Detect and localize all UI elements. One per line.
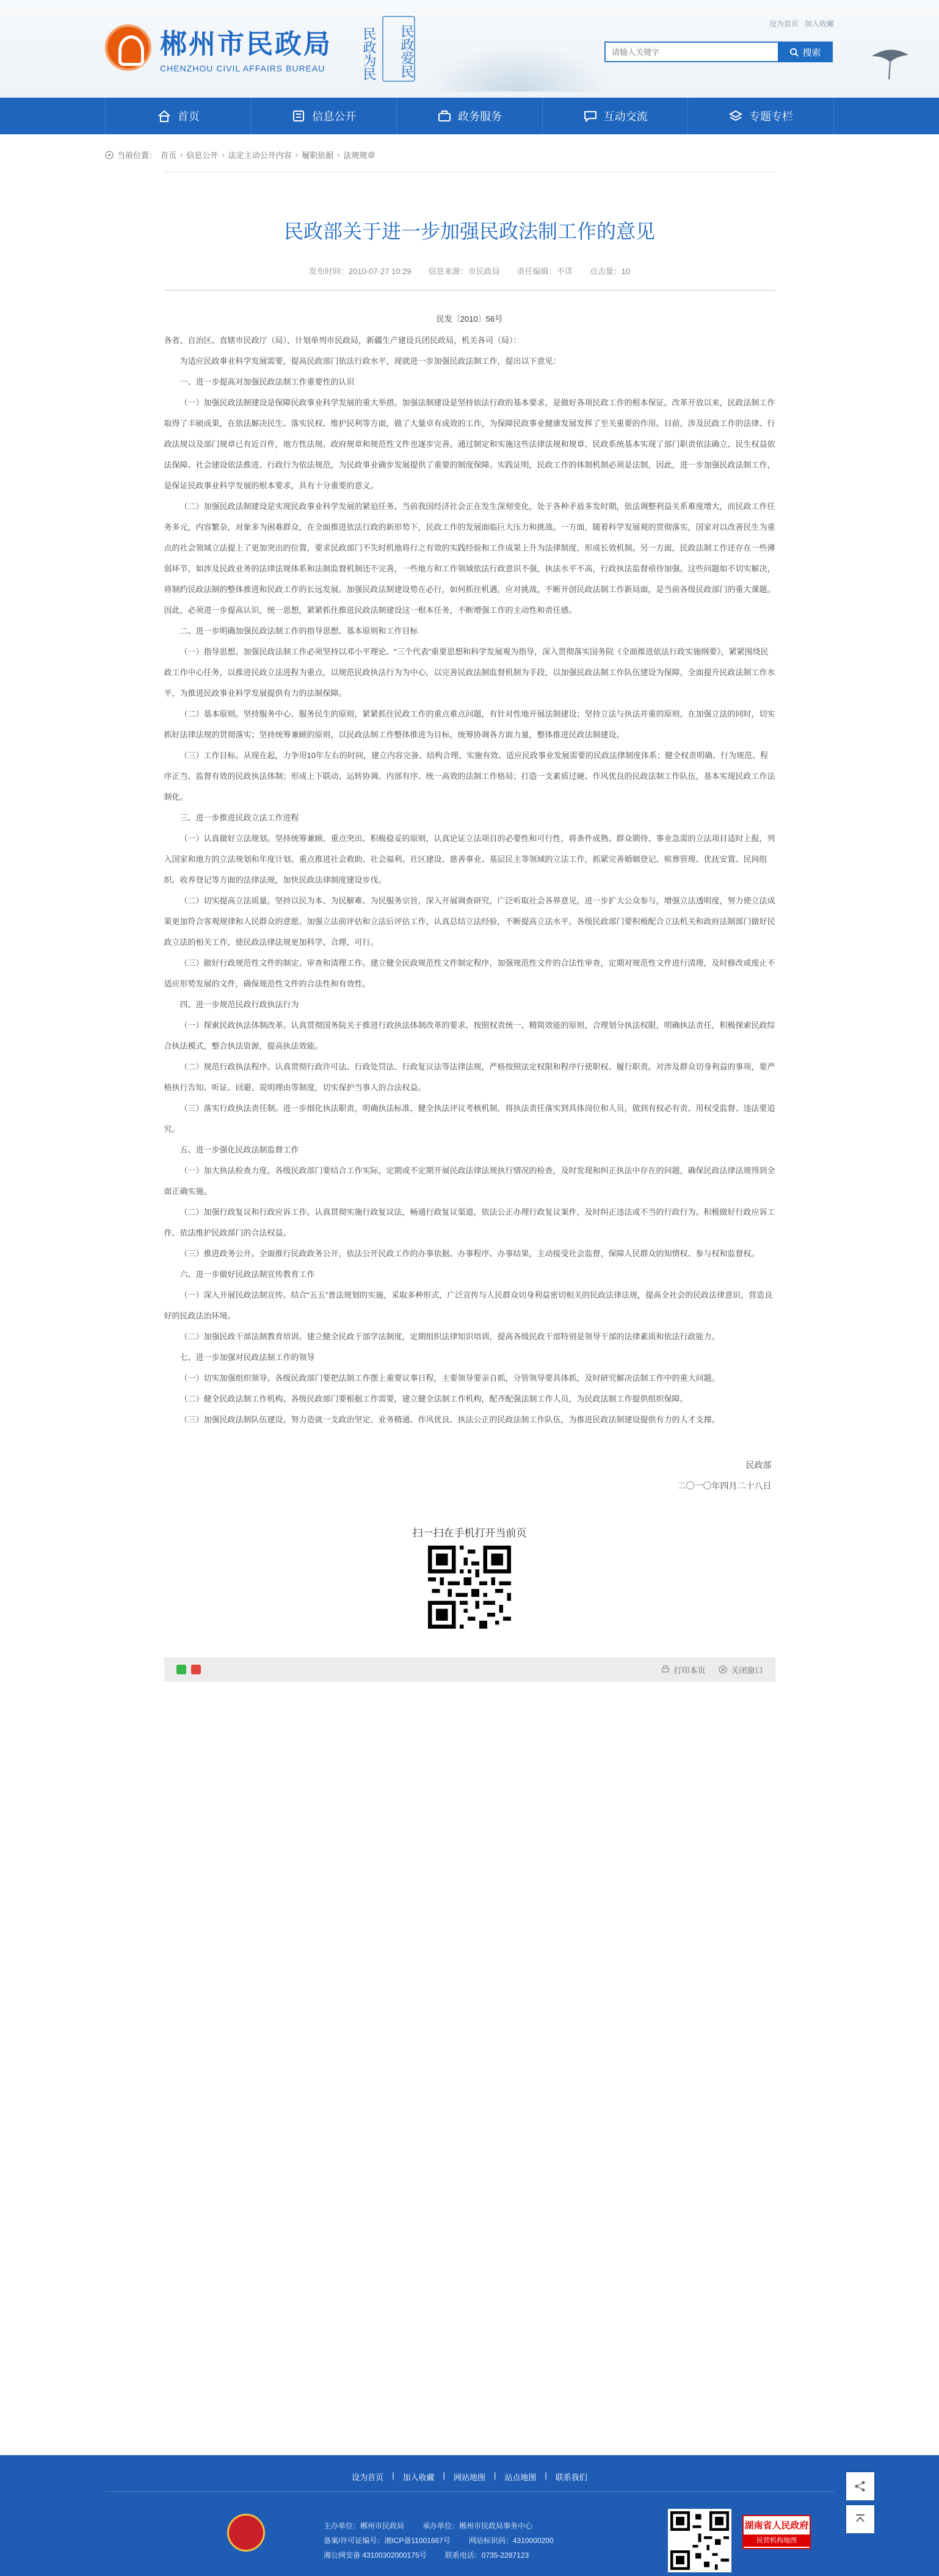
- article-signature: [164, 1455, 775, 1496]
- home-icon: [157, 109, 172, 123]
- breadcrumb-prefix: 当前位置：: [117, 151, 158, 160]
- article-paragraph: （三）工作目标。从现在起，力争用10年左右的时间，建立内容完备、结构合理、实施有效、适应民政事业发展需要的民政法律制度体系；健全权责明确、行为规范、程序正当、监督有效的民政执法体制；形成上下联动、运转协调、内部有序、统一高效的法制工作格局；打造一支素质过硬、作风优良的民政法制工作队伍，基本实现民政工作法制化。: [164, 751, 775, 801]
- article-paragraph: （一）探索民政执法体制改革。认真贯彻国务院关于推进行政执法体制改革的要求，按照权责统一、精简效能的原则，合理划分执法权限，明确执法责任，积极探索民政综合执法模式，整合执法资源，提高执法效能。: [164, 1021, 775, 1051]
- top-link-favorite[interactable]: 加入收藏: [804, 20, 834, 28]
- article-paragraph: （三）加强民政法制队伍建设。努力造就一支政治坚定、业务精通、作风优良、执法公正的民政法制工作队伍，为推进民政法制建设提供有力的人才支撑。: [179, 1415, 720, 1424]
- floating-toolbar: [846, 2472, 874, 2533]
- badge-sub: 民营机构地图: [744, 2534, 810, 2547]
- service-icon: [437, 109, 452, 123]
- article-paragraph: 六、进一步做好民政法制宣传教育工作: [179, 1270, 315, 1279]
- top-links: [769, 18, 834, 29]
- search-bar: [604, 42, 833, 62]
- print-button[interactable]: [661, 1664, 705, 1676]
- signature-org: 民政部: [745, 1460, 772, 1470]
- article: [164, 216, 775, 1682]
- article-paragraph: （二）加强民政干部法制教育培训。建立健全民政干部学法制度，定期组织法律知识培训，提高各级民政干部特别是领导干部的法律素质和依法行政能力。: [179, 1332, 720, 1341]
- party-emblem-icon[interactable]: [227, 2514, 265, 2552]
- article-meta: [164, 265, 775, 277]
- article-paragraph: 为适应民政事业科学发展需要，提高民政部门依法行政水平，现就进一步加强民政法制工作，提出以下意见：: [179, 356, 561, 366]
- article-paragraph: （二）规范行政执法程序。认真贯彻行政许可法、行政处罚法、行政复议法等法律法规，严格按照法定权限和程序行使职权、履行职责。对涉及群众切身利益的事项，要严格执行告知、听证、回避、说明理由等制度，切实保护当事人的合法权益。: [164, 1062, 775, 1092]
- article-source: 信息来源：市民政局: [428, 267, 500, 276]
- article-paragraph: （二）加强行政复议和行政应诉工作。认真贯彻实施行政复议法，畅通行政复议渠道，依法公正办理行政复议案件，及时纠正违法或不当的行政行为。积极做好行政应诉工作，依法维护民政部门的合法权益。: [164, 1207, 775, 1237]
- layers-icon: [728, 109, 743, 123]
- share-icon: [854, 2480, 866, 2492]
- site-footer: [0, 2455, 939, 2576]
- footer-site-code: 网站标识码：4310000200: [468, 2536, 554, 2545]
- footer-link[interactable]: 加入收藏: [402, 2473, 435, 2482]
- search-button[interactable]: [778, 42, 833, 62]
- arrow-up-icon: [854, 2513, 866, 2525]
- back-to-top-button[interactable]: [846, 2505, 874, 2533]
- weibo-share-icon[interactable]: [191, 1665, 201, 1674]
- nav-item-info-disclosure[interactable]: [252, 98, 397, 134]
- breadcrumb-item[interactable]: 法定主动公开内容: [228, 151, 292, 160]
- qr-block: [164, 1524, 775, 1630]
- breadcrumb-item[interactable]: 法规规章: [343, 151, 375, 160]
- article-paragraph: （二）加强民政法制建设是实现民政事业科学发展的紧迫任务。当前我国经济社会正在发生深刻变化，处于各种矛盾多发时期，依法调整利益关系难度增大，而民政工作任务多元，内容繁杂，对象多为困难群众，在全面推进依法行政的新形势下，民政工作的发展面临巨大压力和挑战。一方面，随着科学发展观的贯彻落实，国家对以改善民生为重点的社会领域立法提上了更加突出的位置，要求民政部门不失时机地将行之有效的实践经验和工作成果上升为法律制度，形成长效机制。另一方面，民政法制工作还存在一些薄弱环节，如涉及民政业务的法律法规体系和法制监督机制还不完善，一些地方和工作领域依法行政意识不强，执法水平不高，行政执法监督亟待加强。这些问题如不切实解决，将制约民政法制的整体推进和民政工作的长远发展。加强民政法制建设势在必行，如何抓住机遇，应对挑战，不断开创民政法制工作新局面，是当前各级民政部门的重大课题。因此，必须进一步提高认识，统一思想，紧紧抓住推进民政法制建设这一根本任务，不断增强工作的主动性和责任感。: [164, 502, 775, 615]
- article-paragraph: （一）加强民政法制建设是保障民政事业科学发展的重大举措。加强法制建设是坚持依法行政的基本要求，是做好各项民政工作的根本保证。改革开放以来，民政法制工作取得了丰硕成果，在依法解决民生、落实民权、维护民利等方面，做了大量卓有成效的工作，为保障民政事业健康发展发挥了至关重要的作用。目前，涉及民政工作的法律、行政法规以及部门规章已有近百件，地方性法规、政府规章和规范性文件也逐步完善。通过制定和实施这些法律法规和规章，民政系统基本实现了部门职责依法确立、民生权益依法保障、社会建设依法推进、行政行为依法规范，为民政事业确步发展提供了重要的制度保障。实践证明，民政工作的体制机制必须是法制，因此，进一步加强民政法制工作，是保证民政事业科学发展的根本要求，具有十分重要的意义。: [164, 398, 775, 490]
- article-clicks: 点击量：10: [589, 267, 631, 276]
- nav-item-special-topics[interactable]: [688, 98, 834, 134]
- footer-link[interactable]: 站点地图: [504, 2473, 537, 2482]
- article-paragraph: （一）深入开展民政法制宣传。结合“五五”普法规划的实施，采取多种形式，广泛宣传与人民群众切身利益密切相关的民政法律法规，提高全社会的民政法律意识，营造良好的民政法治环境。: [164, 1290, 773, 1320]
- seal-text-right: 民政爱民: [382, 16, 415, 82]
- close-icon: [719, 1665, 727, 1674]
- article-paragraph: 七、进一步加强对民政法制工作的领导: [179, 1353, 315, 1362]
- motto-seal: [335, 12, 420, 84]
- breadcrumb-item[interactable]: 履职依据: [302, 151, 334, 160]
- article-paragraph: 一、进一步提高对加强民政法制工作重要性的认识: [179, 377, 355, 386]
- nav-item-services[interactable]: [397, 98, 543, 134]
- breadcrumb: 当前位置： 首页 › 信息公开 › 法定主动公开内容 › 履职依据 › 法规规章: [105, 149, 834, 161]
- header-scenery-image: [427, 43, 611, 92]
- article-paragraph: （三）推进政务公开。全面推行民政政务公开，依法公开民政工作的办事依据、办事程序、办事结果，主动接受社会监督，保障人民群众的知情权、参与权和监督权。: [179, 1249, 760, 1258]
- seal-text-left: 民政为民: [361, 27, 377, 81]
- main-nav: [0, 98, 939, 134]
- article-paragraph: （二）健全民政法制工作机构。各级民政部门要根据工作需要，建立健全法制工作机构，配齐配强法制工作人员，为民政法制工作提供组织保障。: [179, 1394, 688, 1403]
- article-paragraph: （二）切实提高立法质量。坚持以民为本、为民解难、为民服务宗旨，深入开展调查研究，广泛听取社会各界意见，进一步扩大公众参与，增强立法透明度，努力使立法成果更加符合客观规律和人民群众的意愿。加强立法前评估和立法后评估工作，认真总结立法经验，不断提高立法水平。各级民政部门要积极配合立法机关和政府法制部门做好民政立法的相关工作，使民政法律法规更加科学、合理、可行。: [164, 896, 775, 947]
- article-paragraph: （三）落实行政执法责任制。进一步细化执法职责，明确执法标准，健全执法评议考核机制，将执法责任落实到具体岗位和人员，做到有权必有责、用权受监督、违法要追究。: [164, 1104, 775, 1134]
- footer-qr-code-image: [668, 2509, 731, 2572]
- footer-links: 设为首页 | 加入收藏 | 网站地图 | 站点地图 | 联系我们: [352, 2471, 587, 2482]
- article-paragraph: 五、进一步强化民政法制监督工作: [179, 1145, 299, 1154]
- nav-item-home[interactable]: [105, 98, 252, 134]
- article-paragraph: （三）做好行政规范性文件的制定、审查和清理工作。建立健全民政规范性文件制定程序，加强规范性文件的合法性审查，定期对规范性文件进行清理，及时修改或废止不适应形势发展的文件，确保规范性文件的合法性和有效性。: [164, 958, 775, 988]
- article-title: 民政部关于进一步加强民政法制工作的意见: [283, 220, 655, 242]
- breadcrumb-item[interactable]: 信息公开: [186, 151, 219, 160]
- nav-item-label: 专题专栏: [749, 110, 794, 123]
- print-label: 打印本页: [673, 1665, 706, 1675]
- print-icon: [661, 1665, 670, 1674]
- article-paragraph: （二）基本原则。坚持服务中心、服务民生的原则，紧紧抓住民政工作的重点难点问题，有针对性地开展法制建设；坚持立法与执法并重的原则，在加强立法的同时，切实抓好法律法规的贯彻落实；坚持统筹兼顾的原则，以民政法制工作整体推进为目标，统筹协调各方面力量，整体推进民政法制建设。: [164, 709, 775, 739]
- article-editor: 责任编辑：不详: [517, 267, 573, 276]
- breadcrumb-item[interactable]: 首页: [161, 151, 177, 160]
- site-name: 郴州市民政局: [160, 29, 332, 59]
- article-paragraph: 三、进一步推进民政立法工作进程: [179, 813, 299, 822]
- search-button-label: 搜索: [802, 47, 821, 58]
- qr-code-image: [428, 1546, 511, 1629]
- close-label: 关闭窗口: [731, 1665, 763, 1675]
- article-paragraph: （一）切实加强组织领导。各级民政部门要把法制工作摆上重要议事日程，主要领导要亲自抓，分管领导要具体抓，及时研究解决法制工作中的重大问题。: [179, 1373, 720, 1383]
- logo-emblem-icon: [105, 24, 151, 71]
- gov-error-badge[interactable]: [742, 2515, 811, 2549]
- wechat-share-icon[interactable]: [176, 1665, 186, 1674]
- chat-icon: [583, 109, 598, 123]
- badge-title: 湖南省人民政府: [744, 2520, 809, 2531]
- close-window-button[interactable]: [719, 1664, 763, 1676]
- signature-date: 二〇一〇年四月二十八日: [677, 1481, 772, 1491]
- footer-police[interactable]: 湘公网安备 43100302000175号: [324, 2551, 427, 2560]
- info-icon: [291, 109, 306, 123]
- nav-item-label: 政务服务: [457, 110, 502, 123]
- article-body: [164, 330, 775, 1430]
- footer-info: [324, 2519, 554, 2563]
- nav-item-label: 信息公开: [312, 110, 357, 123]
- site-header: [0, 0, 939, 98]
- footer-link[interactable]: 网站地图: [453, 2473, 485, 2482]
- footer-link[interactable]: 联系我们: [555, 2473, 587, 2482]
- article-paragraph: （一）加大执法检查力度。各级民政部门要结合工作实际，定期或不定期开展民政法律法规执行情况的检查，及时发现和纠正执法中存在的问题，确保民政法律法规得到全面正确实施。: [164, 1166, 775, 1196]
- article-paragraph: （一）认真做好立法规划。坚持统筹兼顾、重点突出、积极稳妥的原则，认真论证立法项目的必要性和可行性，将条件成熟、群众期待、事业急需的立法项目适时上报，列入国家和地方的立法规划和年度计划。重点推进社会救助、社会福利、社区建设、慈善事业、基层民主等领域的立法工作，抓紧完善婚姻登记、殡葬管理、优抚安置、民间组织、收养登记等方面的法律法规，加快民政法律制度建设步伐。: [164, 834, 775, 885]
- article-paragraph: 二、进一步明确加强民政法制工作的指导思想、基本原则和工作目标: [179, 626, 418, 635]
- site-logo[interactable]: [105, 22, 332, 73]
- article-paragraph: （一）指导思想。加强民政法制工作必须坚持以邓小平理论、“三个代表”重要思想和科学发展观为指导，深入贯彻落实国务院《全面推进依法行政实施纲要》，紧紧围绕民政工作中心任务，以推进民政立法进程为重点，以规范民政执法行为为中心，以完善民政法制监督机制为手段，以加强民政法制工作队伍建设为保障，全面提升民政法制工作水平，为推进民政事业科学发展提供有力的法制保障。: [164, 647, 775, 698]
- footer-organizer: 承办单位：郴州市民政局事务中心: [422, 2522, 533, 2530]
- footer-link[interactable]: 设为首页: [352, 2473, 384, 2482]
- qr-title: 扫一扫在手机打开当前页: [412, 1527, 527, 1539]
- top-link-homepage[interactable]: 设为首页: [769, 20, 799, 28]
- share-bar: [176, 1665, 201, 1674]
- nav-item-label: 互动交流: [603, 110, 648, 123]
- article-date: 发布时间：2010-07-27 10:29: [308, 267, 411, 276]
- crane-decoration-icon: [866, 38, 915, 81]
- search-icon: [789, 48, 799, 57]
- location-icon: [105, 151, 114, 159]
- article-paragraph: 各省、自治区、直辖市民政厅（局），计划单列市民政局，新疆生产建设兵团民政局，机关各司（局）：: [164, 336, 521, 345]
- article-paragraph: 四、进一步规范民政行政执法行为: [179, 1000, 299, 1009]
- nav-item-interaction[interactable]: [543, 98, 689, 134]
- share-float-button[interactable]: [846, 2472, 874, 2500]
- search-input[interactable]: [604, 42, 778, 62]
- document-number: 民发〔2010〕56号: [436, 314, 503, 324]
- article-tools: [164, 1657, 775, 1682]
- footer-icp[interactable]: 备案/许可证编号：湘ICP备11001667号: [324, 2536, 451, 2545]
- site-name-en: CHENZHOU CIVIL AFFAIRS BUREAU: [160, 63, 325, 73]
- nav-item-label: 首页: [177, 110, 200, 123]
- footer-phone: 联系电话：0735-2287123: [444, 2551, 529, 2560]
- footer-host: 主办单位：郴州市民政局: [324, 2522, 405, 2530]
